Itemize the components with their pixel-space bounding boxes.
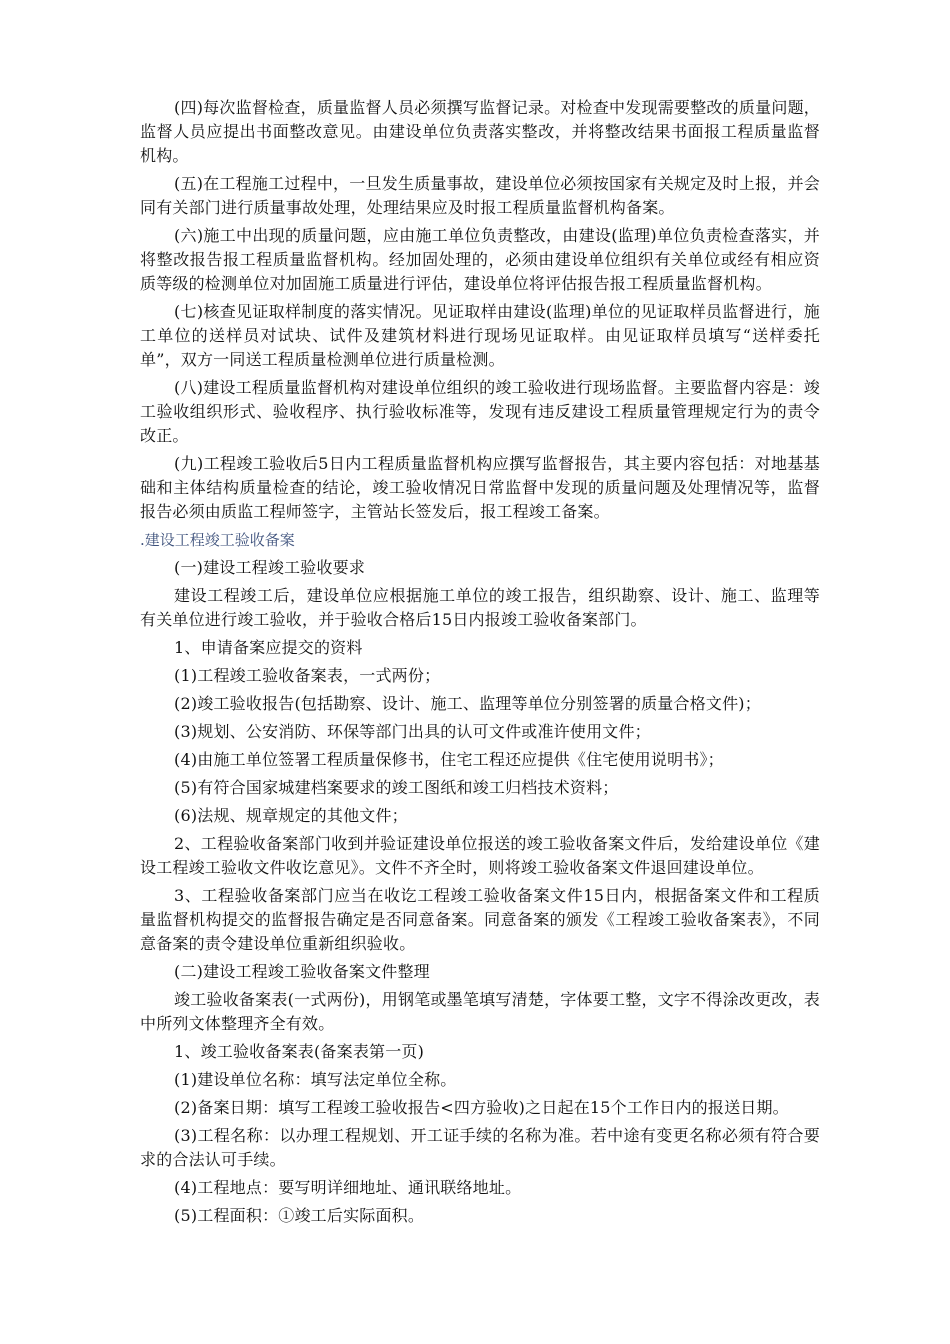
- section-heading: .建设工程竣工验收备案: [140, 531, 295, 549]
- list-item-3: (3)规划、公安消防、环保等部门出具的认可文件或准许使用文件；: [174, 722, 651, 741]
- form-item-2: (2)备案日期：填写工程竣工验收报告<四方验收)之日起在15个工作日内的报送日期。: [174, 1098, 789, 1117]
- list-item-4: (4)由施工单位签署工程质量保修书，住宅工程还应提供《住宅使用说明书》；: [174, 750, 724, 769]
- paragraph-5: (五)在工程施工过程中，一旦发生质量事故，建设单位必须按国家有关规定及时上报，并会同有关部门进行质量事故处理，处理结果应及时报工程质量监督机构备案。: [140, 174, 820, 217]
- list-item-5: (5)有符合国家城建档案要求的竣工图纸和竣工归档技术资料；: [174, 778, 619, 797]
- paragraph-point-2: 2、工程验收备案部门收到并验证建设单位报送的竣工验收备案文件后，发给建设单位《建设工程竣工验收文件收讫意见》。文件不齐全时，则将竣工验收备案文件退回建设单位。: [140, 834, 820, 877]
- paragraph-9: (九)工程竣工验收后5日内工程质量监督机构应撰写监督报告，其主要内容包括：对地基基础和主体结构质量检查的结论，竣工验收情况日常监督中发现的质量问题及处理情况等，监督报告必须由质监工程师签字，主管站长签发后，报工程竣工备案。: [140, 454, 820, 521]
- form-item-4: (4)工程地点：要写明详细地址、通讯联络地址。: [174, 1178, 522, 1197]
- paragraph-4: (四)每次监督检查，质量监督人员必须撰写监督记录。对检查中发现需要整改的质量问题，监督人员应提出书面整改意见。由建设单位负责落实整改，并将整改结果书面报工程质量监督机构。: [140, 98, 820, 165]
- list-item-6: (6)法规、规章规定的其他文件；: [174, 806, 408, 825]
- paragraph-form: 竣工验收备案表(一式两份)，用钢笔或墨笔填写清楚，字体要工整，文字不得涂改更改，表中所列文体整理齐全有效。: [140, 990, 820, 1033]
- paragraph-6: (六)施工中出现的质量问题，应由施工单位负责整改，由建设(监理)单位负责检查落实，并将整改报告报工程质量监督机构。经加固处理的，必须由建设单位组织有关单位或经有相应资质等级的检测单位对加固施工质量进行评估，建设单位将评估报告报工程质量监督机构。: [140, 226, 820, 293]
- list-title-form: 1、竣工验收备案表(备案表第一页): [174, 1042, 425, 1061]
- subsection-title-2: (二)建设工程竣工验收备案文件整理: [174, 962, 430, 981]
- form-item-3: (3)工程名称：以办理工程规划、开工证手续的名称为准。若中途有变更名称必须有符合要求的合法认可手续。: [140, 1126, 820, 1169]
- subsection-title-1: (一)建设工程竣工验收要求: [174, 558, 366, 577]
- list-item-1: (1)工程竣工验收备案表，一式两份；: [174, 666, 441, 685]
- list-item-2: (2)竣工验收报告(包括勘察、设计、施工、监理等单位分别签署的质量合格文件)；: [174, 694, 761, 713]
- paragraph-point-3: 3、工程验收备案部门应当在收讫工程竣工验收备案文件15日内，根据备案文件和工程质量监督机构提交的监督报告确定是否同意备案。同意备案的颁发《工程竣工验收备案表》，不同意备案的责令建设单位重新组织验收。: [140, 886, 820, 953]
- form-item-5: (5)工程面积：①竣工后实际面积。: [174, 1206, 425, 1225]
- list-title-materials: 1、申请备案应提交的资料: [174, 638, 363, 657]
- paragraph-7: (七)核查见证取样制度的落实情况。见证取样由建设(监理)单位的见证取样员监督进行，施工单位的送样员对试块、试件及建筑材料进行现场见证取样。由见证取样员填写“送样委托单”，双方一同送工程质量检测单位进行质量检测。: [140, 302, 820, 369]
- document-body: [140, 96, 820, 1232]
- paragraph-acceptance: 建设工程竣工后，建设单位应根据施工单位的竣工报告，组织勘察、设计、施工、监理等有关单位进行竣工验收，并于验收合格后15日内报竣工验收备案部门。: [140, 586, 820, 629]
- form-item-1: (1)建设单位名称：填写法定单位全称。: [174, 1070, 457, 1089]
- paragraph-8: (八)建设工程质量监督机构对建设单位组织的竣工验收进行现场监督。主要监督内容是：竣工验收组织形式、验收程序、执行验收标准等，发现有违反建设工程质量管理规定行为的责令改正。: [140, 378, 820, 445]
